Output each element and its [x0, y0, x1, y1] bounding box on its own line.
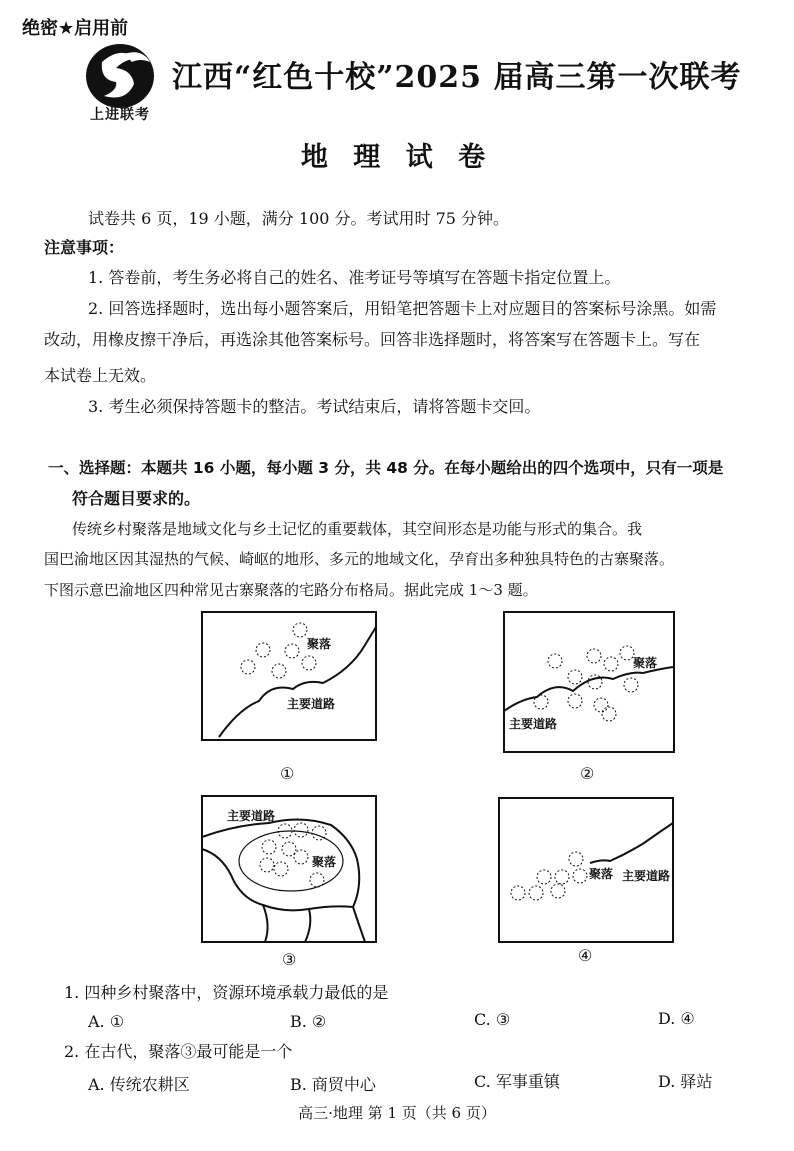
option-c: C. 军事重镇 [474, 1072, 560, 1091]
notice-item: 3. 考生必须保持答题卡的整洁。考试结束后，请将答题卡交回。 [88, 397, 541, 416]
option-a: A. 传统农耕区 [88, 1075, 190, 1094]
map-2 [503, 611, 675, 753]
exam-intro: 试卷共 6 页，19 小题，满分 100 分。考试用时 75 分钟。 [88, 209, 510, 228]
logo-text: 上进联考 [90, 107, 150, 123]
settlement-label: 聚落 [307, 637, 332, 651]
notice-item: 改动，用橡皮擦干净后，再选涂其他答案标号。回答非选择题时，将答案写在答题卡上。写在 [44, 330, 701, 349]
section-heading-cont: 符合题目要求的。 [72, 489, 201, 508]
map-3 [201, 795, 377, 943]
map-caption: ④ [578, 946, 593, 965]
notice-heading: 注意事项： [44, 238, 125, 257]
notice-item: 2. 回答选择题时，选出每小题答案后，用铅笔把答题卡上对应题目的答案标号涂黑。如需 [88, 299, 717, 318]
option-c: C. ③ [474, 1010, 511, 1029]
road-label: 主要道路 [622, 869, 671, 883]
road-label: 主要道路 [227, 809, 276, 823]
section-heading: 一、选择题：本题共 16 小题，每小题 3 分，共 48 分。在每小题给出的四个选项中，只有一项是 [48, 459, 724, 477]
passage-line: 下图示意巴渝地区四种常见古寨聚落的宅路分布格局。据此完成 1～3 题。 [44, 581, 538, 599]
option-b: B. 商贸中心 [290, 1075, 376, 1094]
option-d: D. ④ [658, 1009, 695, 1028]
road-label: 主要道路 [287, 697, 336, 711]
page-footer: 高三·地理 第 1 页（共 6 页） [298, 1104, 496, 1122]
confidential-label: 绝密★启用前 [22, 18, 129, 39]
map-caption: ② [580, 764, 595, 783]
notice-item: 本试卷上无效。 [44, 366, 157, 385]
question-stem: 2. 在古代，聚落③最可能是一个 [64, 1042, 293, 1061]
option-a: A. ① [88, 1012, 125, 1031]
passage-line: 传统乡村聚落是地域文化与乡土记忆的重要载体，其空间形态是功能与形式的集合。我 [72, 520, 643, 538]
road-label: 主要道路 [509, 717, 558, 731]
option-d: D. 驿站 [658, 1072, 713, 1091]
question-stem: 1. 四种乡村聚落中，资源环境承载力最低的是 [64, 983, 389, 1002]
option-b: B. ② [290, 1012, 327, 1031]
map-4 [498, 797, 674, 943]
settlement-label: 聚落 [589, 867, 614, 881]
map-caption: ① [280, 764, 295, 783]
settlement-label: 聚落 [312, 855, 337, 869]
map-caption: ③ [282, 950, 297, 969]
map-1 [201, 611, 377, 741]
notice-item: 1. 答卷前，考生务必将自己的姓名、准考证号等填写在答题卡指定位置上。 [88, 268, 621, 287]
subject-title: 地 理 试 卷 [300, 142, 494, 173]
passage-line: 国巴渝地区因其湿热的气候、崎岖的地形、多元的地域文化，孕育出多种独具特色的古寨聚落。 [44, 550, 675, 568]
exam-title: 江西“红色十校”2025 届高三第一次联考 [172, 60, 742, 95]
settlement-label: 聚落 [633, 656, 658, 670]
